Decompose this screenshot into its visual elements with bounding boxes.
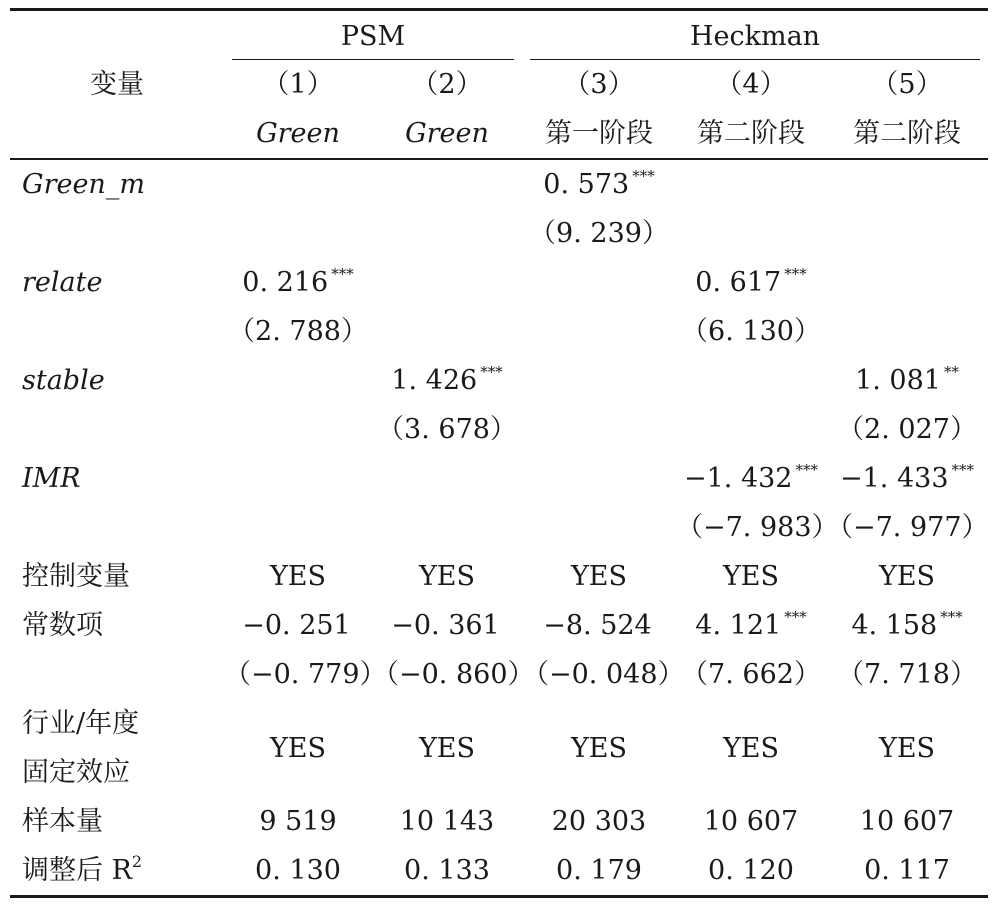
cell <box>826 601 988 650</box>
cell: 10 143 <box>399 806 495 837</box>
col-number-4: （4） <box>715 69 787 100</box>
cell <box>224 601 372 650</box>
coefficient-value: −8. 524 <box>543 610 652 641</box>
significance-stars: *** <box>632 167 655 185</box>
cell: YES <box>269 561 327 592</box>
row-label-fixed-effects-line1: 行业/年度 <box>22 708 140 739</box>
cell: YES <box>418 732 476 764</box>
coefficient-value: 4. 121 <box>695 610 782 641</box>
col-subtitle-2: Green <box>405 118 489 149</box>
row-label-fixed-effects-line2: 固定效应 <box>22 757 130 788</box>
cell: （−7. 977） <box>826 512 989 543</box>
cell <box>224 209 372 258</box>
cell <box>372 209 522 258</box>
row-adj-r2 <box>10 846 988 897</box>
row-green-m-coef <box>10 159 988 209</box>
cell <box>522 307 676 356</box>
coefficient-value: 0. 617 <box>695 267 782 298</box>
cell <box>676 601 826 650</box>
cell <box>372 503 522 552</box>
cell: 10 607 <box>703 806 799 837</box>
cell: （−0. 779） <box>224 659 387 690</box>
row-label-empty <box>10 405 224 454</box>
cell: 0. 179 <box>522 846 676 897</box>
cell: （−0. 860） <box>372 659 535 690</box>
col-subtitle-1: Green <box>256 118 340 149</box>
cell: （−0. 048） <box>522 659 685 690</box>
cell: 10 607 <box>859 806 955 837</box>
row-fixed-effects-a <box>10 699 988 748</box>
cell <box>522 356 676 405</box>
cell: （9. 239） <box>529 218 669 249</box>
cell <box>224 454 372 503</box>
group-header-heckman <box>522 10 988 61</box>
row-relate-coef <box>10 258 988 307</box>
group-label-psm: PSM <box>340 20 406 52</box>
variable-header: 变量 <box>10 10 224 160</box>
coefficient-value: −1. 432 <box>683 463 793 494</box>
cell: YES <box>269 732 327 764</box>
cell: YES <box>879 561 936 592</box>
cell: YES <box>570 732 628 764</box>
cell <box>372 159 522 209</box>
cell: （−7. 983） <box>676 512 839 543</box>
cell <box>676 258 826 307</box>
cell <box>676 159 826 209</box>
coefficient-value: 1. 426 <box>391 365 478 396</box>
coefficient-value: 0. 573 <box>543 169 630 200</box>
cell: （2. 027） <box>837 414 977 445</box>
regression-table <box>10 8 988 898</box>
cell <box>372 307 522 356</box>
cell <box>826 159 988 209</box>
cell: 0. 133 <box>372 846 522 897</box>
significance-stars: *** <box>784 265 807 283</box>
cell <box>826 454 988 503</box>
coefficient-value: 4. 158 <box>851 610 938 641</box>
cell: 0. 120 <box>676 846 826 897</box>
row-label-empty <box>10 209 224 258</box>
row-constant-coef <box>10 601 988 650</box>
significance-stars: *** <box>940 608 963 626</box>
row-relate-t <box>10 307 988 356</box>
cell <box>522 258 676 307</box>
cell <box>522 405 676 454</box>
row-imr-coef <box>10 454 988 503</box>
row-stable-coef <box>10 356 988 405</box>
cell <box>676 356 826 405</box>
row-imr-t <box>10 503 988 552</box>
significance-stars: *** <box>784 608 807 626</box>
cell <box>224 503 372 552</box>
cell <box>522 601 676 650</box>
regression-table-container <box>10 8 988 898</box>
cell: YES <box>879 732 936 764</box>
significance-stars: *** <box>331 265 354 283</box>
cell <box>224 356 372 405</box>
row-green-m-t <box>10 209 988 258</box>
cell <box>522 159 676 209</box>
row-controls <box>10 552 988 601</box>
cell <box>372 601 522 650</box>
cell <box>224 258 372 307</box>
significance-stars: *** <box>480 363 503 381</box>
coefficient-value: 1. 081 <box>855 365 941 396</box>
cell <box>826 307 988 356</box>
cell <box>826 209 988 258</box>
cell: （6. 130） <box>681 316 821 347</box>
cell <box>676 209 826 258</box>
row-stable-t <box>10 405 988 454</box>
cell: 0. 130 <box>224 846 372 897</box>
cell: 20 303 <box>551 806 647 837</box>
cell <box>224 405 372 454</box>
group-header-psm <box>224 10 522 61</box>
cell: YES <box>570 561 628 592</box>
row-label-green-m: Green_m <box>10 159 224 209</box>
coefficient-value: −0. 361 <box>391 610 500 641</box>
cell <box>676 405 826 454</box>
cell <box>372 356 522 405</box>
col-number-5: （5） <box>871 69 943 100</box>
cell <box>522 454 676 503</box>
cell: （7. 662） <box>681 659 821 690</box>
row-label-empty <box>10 503 224 552</box>
cell <box>826 356 988 405</box>
cell <box>522 503 676 552</box>
row-n-obs <box>10 797 988 846</box>
cell: YES <box>722 561 780 592</box>
row-label-adj-r2 <box>10 846 224 897</box>
col-subtitle-4: 第二阶段 <box>697 118 805 149</box>
col-number-3: （3） <box>563 69 635 100</box>
significance-stars: ** <box>943 363 959 381</box>
header-row-groups <box>10 10 988 61</box>
cell <box>676 454 826 503</box>
row-label-relate: relate <box>22 267 103 298</box>
row-label-imr: IMR <box>22 463 81 494</box>
cell: 9 519 <box>259 806 337 837</box>
row-label-stable: stable <box>22 365 105 396</box>
coefficient-value: −0. 251 <box>242 610 351 641</box>
significance-stars: *** <box>951 461 975 479</box>
cell <box>224 159 372 209</box>
significance-stars: *** <box>795 461 818 479</box>
row-label-controls: 控制变量 <box>22 561 130 592</box>
col-number-2: （2） <box>411 69 483 100</box>
row-label-empty <box>10 307 224 356</box>
coefficient-value: −1. 433 <box>840 463 949 494</box>
cell: （7. 718） <box>837 659 977 690</box>
cell <box>372 454 522 503</box>
row-constant-t <box>10 650 988 699</box>
group-label-heckman: Heckman <box>689 20 821 52</box>
row-label-empty <box>10 650 224 699</box>
superscript: 2 <box>131 852 143 871</box>
cell: 0. 117 <box>826 846 988 897</box>
row-label-constant: 常数项 <box>22 610 103 641</box>
cell <box>372 258 522 307</box>
col-number-1: （1） <box>262 69 334 100</box>
row-label-n-obs: 样本量 <box>22 806 103 837</box>
coefficient-value: 0. 216 <box>242 267 329 298</box>
col-subtitle-3: 第一阶段 <box>545 118 653 149</box>
label-text: 调整后 R <box>22 855 132 886</box>
cell <box>826 258 988 307</box>
cell: （3. 678） <box>377 414 517 445</box>
cell: YES <box>418 561 476 592</box>
col-subtitle-5: 第二阶段 <box>853 118 962 149</box>
cell: （2. 788） <box>228 316 368 347</box>
cell: YES <box>722 732 780 764</box>
